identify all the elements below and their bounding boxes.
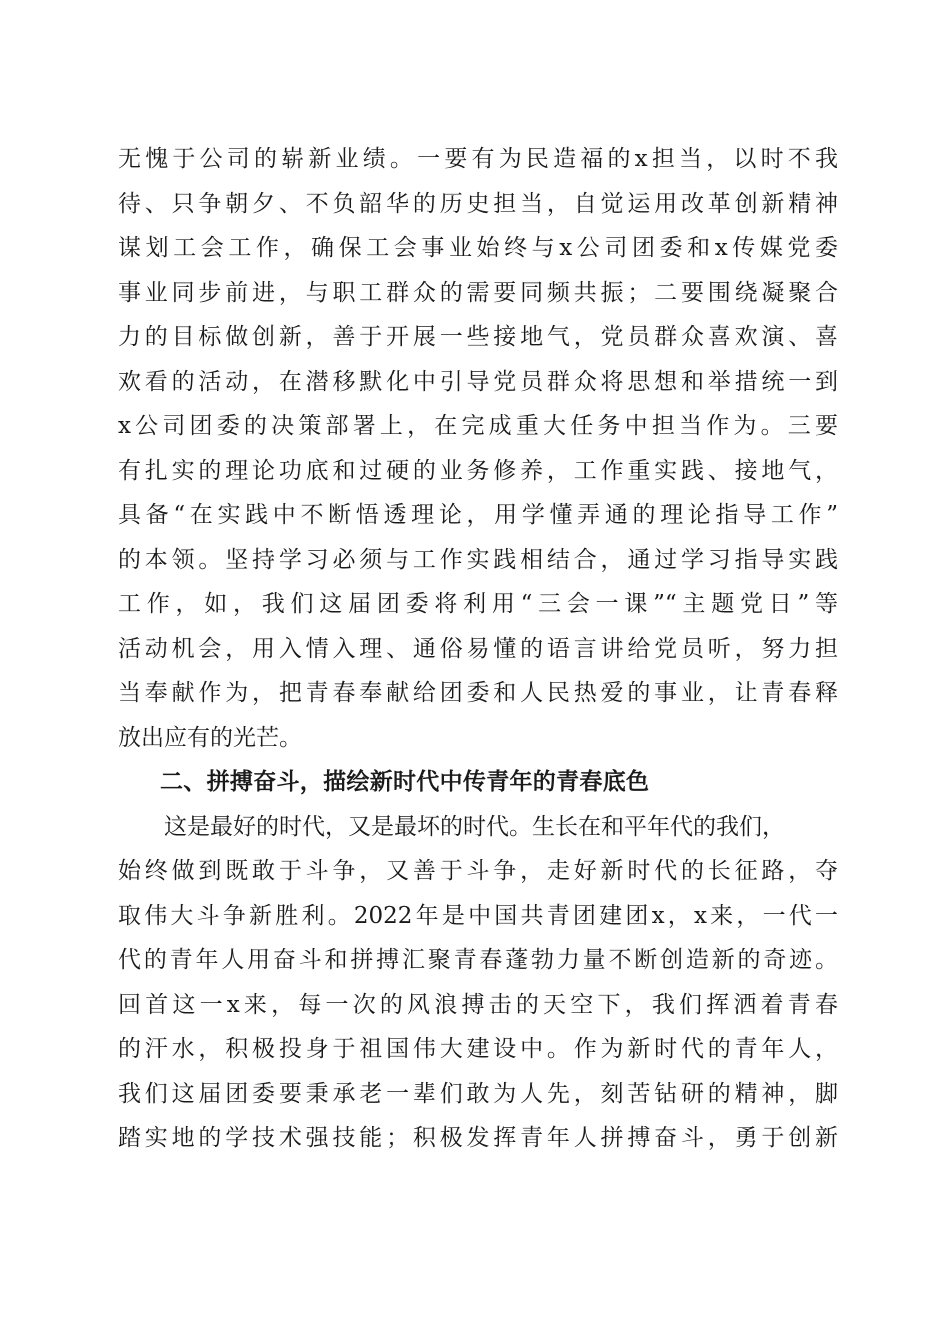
text-line: 待、只争朝夕、不负韶华的历史担当，自觉运用改革创新精神	[118, 190, 838, 217]
text-line: 我们这届团委要秉承老一辈们敢为人先，刻苦钻研的精神，脚	[118, 1080, 838, 1107]
paragraph-1	[118, 137, 838, 760]
text-line: 具备“在实践中不断悟透理论，用学懂弄通的理论指导工作”	[118, 502, 838, 528]
text-line: 无愧于公司的崭新业绩。一要有为民造福的x担当，以时不我	[118, 146, 838, 172]
document-body	[118, 137, 838, 1161]
text-line: 活动机会，用入情入理、通俗易懂的语言讲给党员听，努力担	[118, 635, 838, 662]
text-line: 取伟大斗争新胜利。2022年是中国共青团建团x，x来，一代一	[118, 902, 838, 929]
text-line: 欢看的活动，在潜移默化中引导党员群众将思想和举措统一到	[118, 368, 838, 395]
text-line: x公司团委的决策部署上，在完成重大任务中担当作为。三要	[118, 413, 838, 439]
text-line: 工作，如，我们这届团委将利用“三会一课”“主题党日”等	[118, 591, 838, 617]
section-heading: 二、拼搏奋斗，描绘新时代中传青年的青春底色	[160, 769, 650, 795]
text-line: 代的青年人用奋斗和拼搏汇聚青春蓬勃力量不断创造新的奇迹。	[118, 947, 838, 973]
text-line: 这是最好的时代，又是最坏的时代。生长在和平年代的我们，	[164, 813, 785, 840]
text-line: 力的目标做创新，善于开展一些接地气，党员群众喜欢演、喜	[118, 324, 838, 350]
paragraph-2	[118, 805, 838, 1161]
text-line: 回首这一x来，每一次的风浪搏击的天空下，我们挥洒着青春	[118, 991, 838, 1018]
text-line: 始终做到既敢于斗争，又善于斗争，走好新时代的长征路，夺	[118, 858, 838, 884]
text-line: 的本领。坚持学习必须与工作实践相结合，通过学习指导实践	[118, 546, 838, 573]
text-line: 当奉献作为，把青春奉献给团委和人民热爱的事业，让青春释	[118, 680, 838, 706]
text-line: 的汗水，积极投身于祖国伟大建设中。作为新时代的青年人，	[118, 1036, 838, 1062]
text-line: 事业同步前进，与职工群众的需要同频共振；二要围绕凝聚合	[118, 279, 838, 306]
text-line: 放出应有的光芒。	[118, 724, 302, 751]
text-line: 踏实地的学技术强技能；积极发挥青年人拼搏奋斗，勇于创新	[118, 1125, 838, 1151]
text-line: 谋划工会工作，确保工会事业始终与x公司团委和x传媒党委	[118, 235, 838, 261]
text-line: 有扎实的理论功底和过硬的业务修养，工作重实践、接地气，	[118, 457, 838, 484]
